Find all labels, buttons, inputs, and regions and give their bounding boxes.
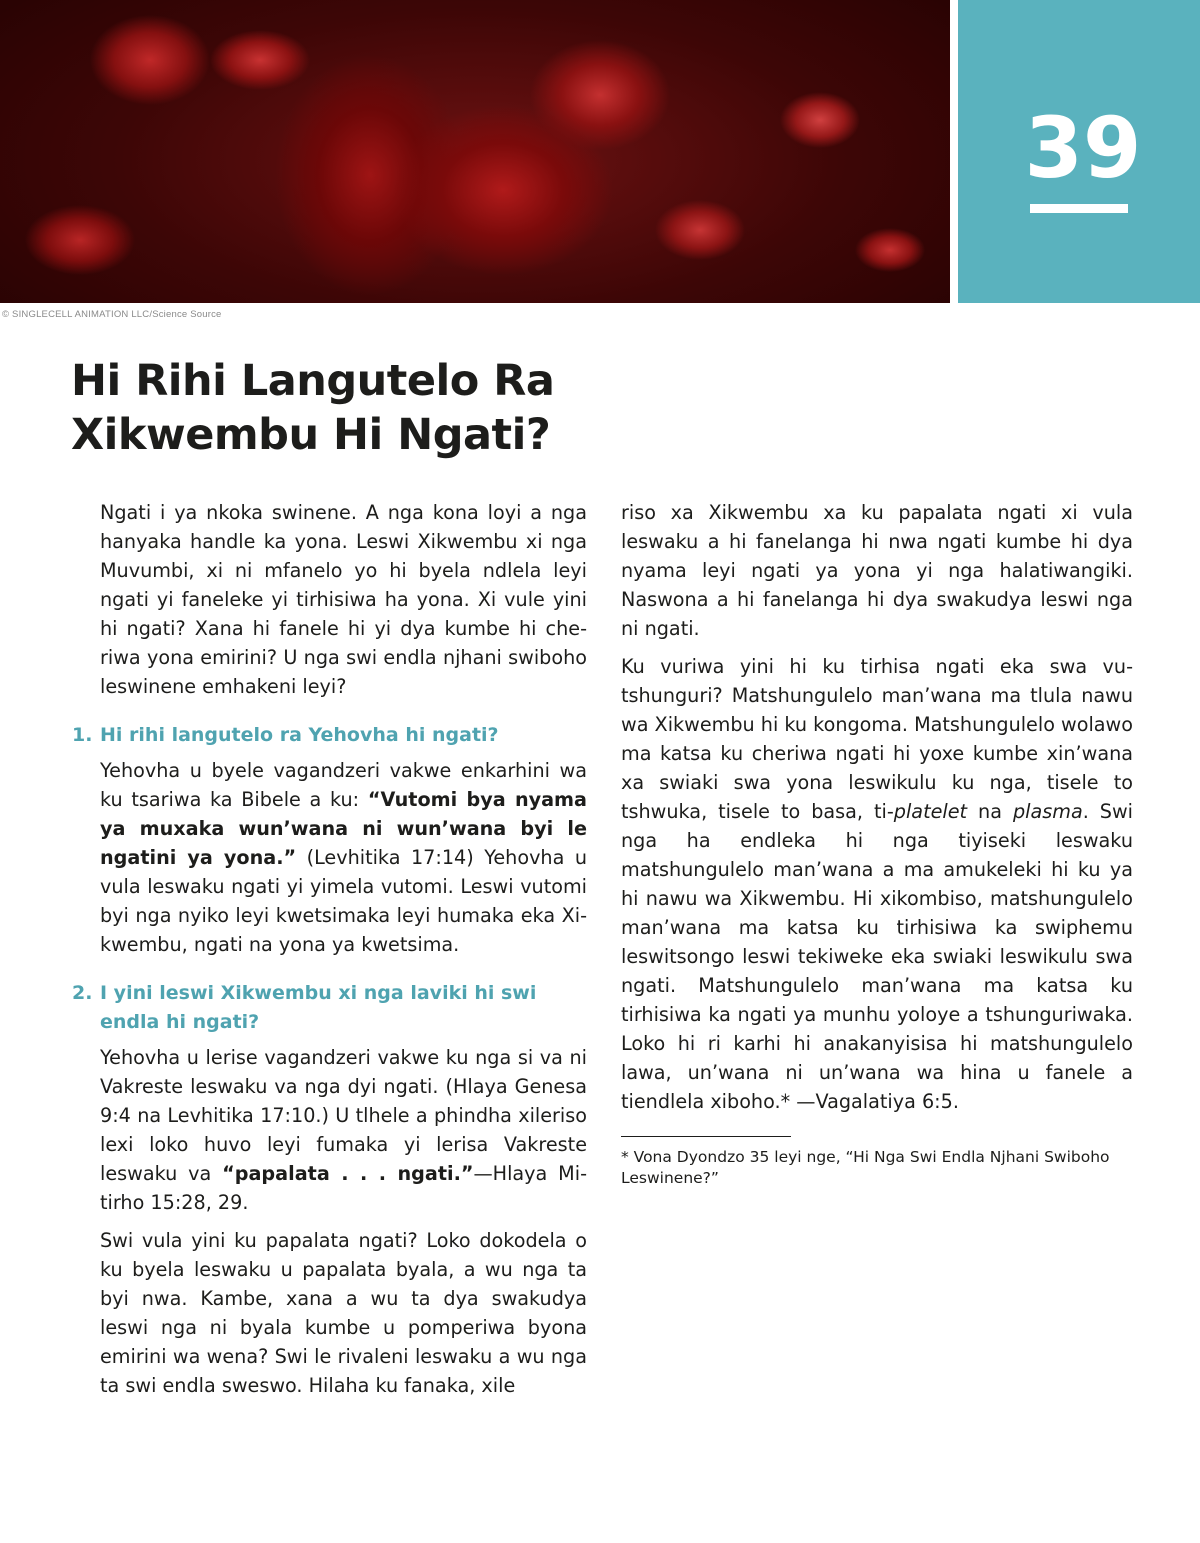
blood-cells-image [0,0,950,303]
lesson-number: 39 [1024,99,1142,197]
question-2-text: I yini leswi Xikwembu xi nga laviki hi swi endla hi ngati? [100,982,537,1033]
question-2 [72,979,587,1037]
question-1-text: Hi rihi langutelo ra Yehovha hi ngati? [100,724,499,746]
right-column [621,498,1133,1189]
question-1 [72,721,587,750]
section-2-paragraph-3: Ku vuriwa yini hi ku tirhisa ngati eka swa vutshunguri? Matshungulelo man’wana ma tlula nawu wa Xikwembu hi ku kongoma. Matshungulelo wolawo ma katsa ku cheriwa ngati hi yoxe kumbe xin’wana xa swiaki swa yona leswikulu ku nga, tisele to tshwuka, tisele to basa, ti-platelet na plasma. Swi nga ha endleka hi nga tiyiseki leswaku matshungulelo man’wana a ma amukeleki hi ku ya hi nawu wa Xikwembu. Hi xikombiso, matshungulelo man’wana ma katsa ku tirhisiwa ka swiphemu leswitsongo leswi tekiweke eka swiaki leswikulu swa ngati. Matshungulelo man’wana ma katsa ku tirhisiwa ka ngati ya munhu yoloye a tshunguriwaka. Loko hi ri karhi hi anakanyisisa hi matshungulelo lawa, un’wana ni un’wana wa hina u fanele a tiendlela xiboho.* —Vagalatiya 6:5. [621,655,1134,1113]
section-2-paragraph-2: Swi vula yini ku papalata ngati? Loko dokodela o ku byela leswaku u papalata byala, a wu nga ta byi nwa. Kambe, xana a wu ta dya swakudya leswi nga ni byala kumbe u pomperiwa byona emirini wa wena? Swi le rivaleni leswaku a wu nga ta swi endla sweswo. Hilaha ku fanaka, xile [100,1229,587,1397]
question-2-number: 2. [72,982,93,1004]
left-column [72,498,587,1409]
question-1-number: 1. [72,724,93,746]
intro-paragraph: Ngati i ya nkoka swinene. A nga kona loyi a nga hanyaka handle ka yona. Leswi Xikwembu xi nga Muvumbi, xi ni mfanelo yo hi byela ndlela leyi ngati yi faneleke yi tirhisiwa ha yona. Xi vule yini hi ngati? Xana hi fanele hi yi dya kumbe hi cheriwa yona emirini? U nga swi endla njhani swiboho leswinene emhakeni leyi? [100,501,587,698]
footnote-divider [621,1136,791,1137]
lesson-number-box [958,0,1200,303]
title-line-1: Hi Rihi Langutelo Ra [71,356,555,406]
page-title [71,354,631,462]
section-1-paragraph: Yehovha u byele vagandzeri vakwe enkarhini wa ku tsariwa ka Bibele a ku: “Vutomi bya nyama ya muxaka wun’wana ni wun’wana byi le ngatini ya yona.” (Levhitika 17:14) Yehovha u vula leswaku ngati yi yimela vutomi. Leswi vutomi byi nga nyiko leyi kwetsimaka leyi humaka eka Xikwembu, ngati na yona ya kwetsima. [100,759,587,956]
section-2-paragraph-2-continued: riso xa Xikwembu xa ku papalata ngati xi vula leswaku a hi fanelanga hi nwa ngati kumbe hi dya nyama leyi ngati ya yona yi nga halatiwangiki. Naswona a hi fanelanga hi dya swakudya leswi nga ni ngati. [621,501,1133,640]
footnote: * Vona Dyondzo 35 leyi nge, “Hi Nga Swi Endla Njhani Swiboho Leswinene?” [621,1148,1110,1187]
lesson-number-underline [1030,204,1128,213]
title-line-2: Xikwembu Hi Ngati? [71,410,551,460]
image-credit: © SINGLECELL ANIMATION LLC/Science Source [2,309,222,320]
section-2-paragraph-1: Yehovha u lerise vagandzeri vakwe ku nga si va ni Vakreste leswaku va nga dyi ngati. (Hlaya Genesa 9:4 na Levhitika 17:10.) U tlhele a phindha xileriso lexi loko huvo leyi fumaka yi lerisa Vakreste leswaku va “papalata . . . ngati.”—Hlaya Mitirho 15:28, 29. [100,1046,587,1214]
